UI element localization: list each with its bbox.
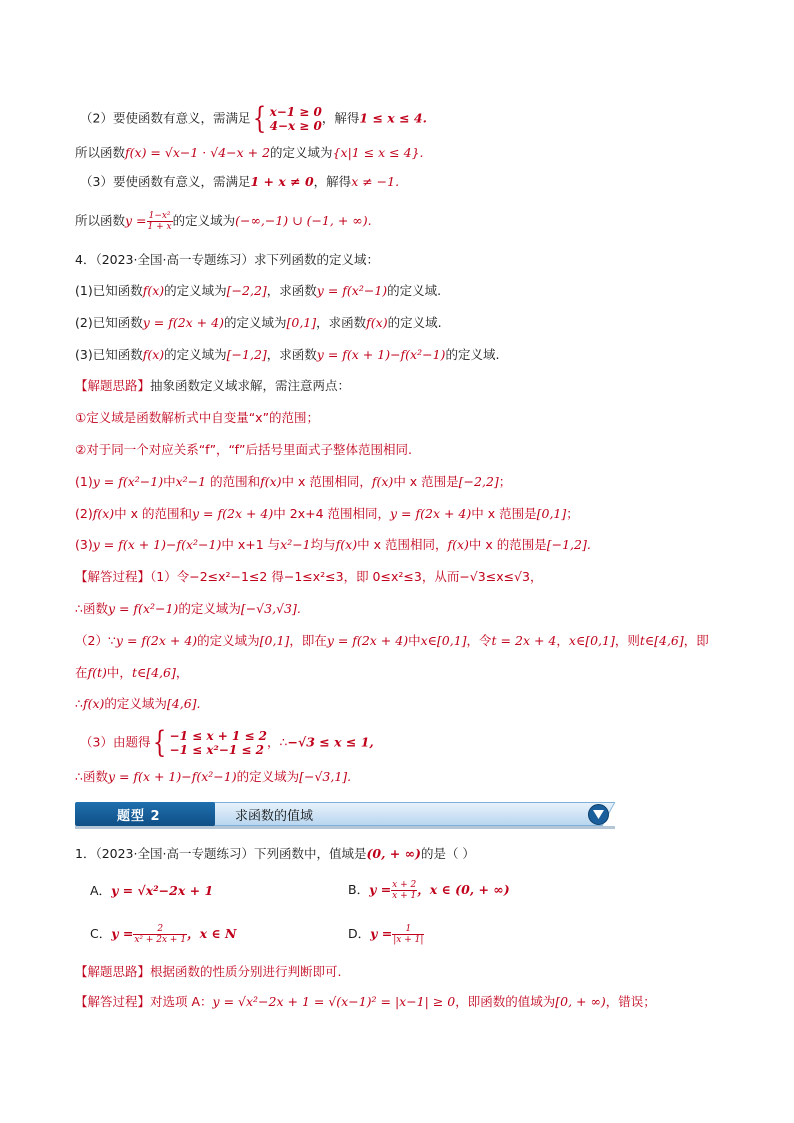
question-4: 4．（2023·全国·高一专题练习）求下列函数的定义域： (75, 252, 379, 267)
fraction: $\frac{x + 2}{x + 1}$ (392, 880, 417, 901)
line-l6: (1)已知函数f(x)的定义域为[−2,2]，求函数y = f(x²−1)的定义域. (75, 283, 442, 298)
hint-point-1: ①定义域是函数解析式中自变量“x”的范围； (75, 410, 320, 425)
question-1: 1．（2023·全国·高一专题练习）下列函数中，值域是(0, + ∞)的是（ ） (75, 846, 475, 861)
line-l20: （3）由题得{ −1 ≤ x + 1 ≤ 2 −1 ≤ x²−1 ≤ 2 ，∴−√3 ≤ x ≤ 1, (80, 725, 374, 760)
line-l14: (3)y = f(x + 1)−f(x²−1)中 x+1 与x²−1均与f(x)中 x 范围相同，f(x)中 x 的范围是[−1,2]. (75, 537, 591, 552)
line-l19: ∴f(x)的定义域为[4,6]. (75, 696, 201, 711)
line-l13: (2)f(x)中 x 的范围和y = f(2x + 4)中 2x+4 范围相同，y = f(2x + 4)中 x 范围是[0,1]； (75, 506, 579, 521)
line-l12: (1)y = f(x²−1)中x²−1 的范围和f(x)中 x 范围相同，f(x)中 x 范围是[−2,2]； (75, 474, 512, 489)
hint-heading: 【解题思路】抽象函数定义域求解，需注意两点： (75, 378, 351, 393)
fraction: $\frac{1}{|x + 1|}$ (393, 924, 424, 945)
fraction: $\frac{\text{1−x²}}{1 + x}$ (147, 211, 172, 232)
line-l4: 所以函数y = $\frac{\text{1−x²}}{1 + x}$ 的定义域为(−∞,−1) ∪ (−1, + ∞). (75, 211, 372, 232)
banner-title: 求函数的值域 (235, 809, 314, 824)
option-d: D．y = $\frac{1}{|x + 1|}$ (348, 924, 424, 945)
line-l8: (3)已知函数f(x)的定义域为[−1,2]，求函数y = f(x + 1)−f(x²−1)的定义域. (75, 347, 500, 362)
hint-point-2: ②对于同一个对应关系“f”，“f”后括号里面式子整体范围相同. (75, 442, 412, 457)
fraction: $\frac{2}{\text{x² + 2x + 1}}$ (134, 924, 187, 945)
line-l7: (2)已知函数y = f(2x + 4)的定义域为[0,1]，求函数f(x)的定义域. (75, 315, 442, 330)
line-l3: （3）要使函数有意义，需满足1 + x ≠ 0，解得x ≠ −1. (80, 174, 400, 189)
section-banner (75, 802, 615, 826)
system-brace: { x−1 ≥ 0 4−x ≥ 0 (253, 101, 322, 136)
line-l18: 在f(t)中，t∈[4,6]， (75, 665, 189, 680)
chevron-down-icon (588, 804, 609, 825)
option-c: C．y = $\frac{2}{\text{x² + 2x + 1}}$ ，x ∈ N (90, 924, 237, 945)
hint-heading-2: 【解题思路】根据函数的性质分别进行判断即可. (75, 964, 342, 979)
option-b: B．y = $\frac{x + 2}{x + 1}$ ，x ∈ (0, + ∞) (348, 880, 510, 901)
solution-heading-2: 【解答过程】对选项 A：y = √x²−2x + 1 = √(x−1)² = |x−1| ≥ 0，即函数的值域为[0, + ∞)，错误； (75, 994, 656, 1009)
system-brace: { −1 ≤ x + 1 ≤ 2 −1 ≤ x²−1 ≤ 2 (153, 725, 268, 760)
banner-label: 题型 2 (117, 809, 161, 824)
line-l17: （2）∵y = f(2x + 4)的定义域为[0,1]，即在y = f(2x + 4)中x∈[0,1]，令t = 2x + 4，x∈[0,1]，则t∈[4,6]，即 (75, 633, 709, 648)
option-a: A．y = √x²−2x + 1 (90, 883, 214, 898)
solution-heading: 【解答过程】（1）令−2≤x²−1≤2 得−1≤x²≤3，即 0≤x²≤3，从而−√3≤x≤√3， (75, 569, 543, 584)
line-l1: （2）要使函数有意义，需满足{ x−1 ≥ 0 4−x ≥ 0 ，解得1 ≤ x ≤ 4. (80, 101, 427, 136)
line-l16: ∴函数y = f(x²−1)的定义域为[−√3,√3]. (75, 601, 301, 616)
line-l21: ∴函数y = f(x + 1)−f(x²−1)的定义域为[−√3,1]. (75, 769, 352, 784)
line-l2: 所以函数f(x) = √x−1 · √4−x + 2的定义域为{x|1 ≤ x ≤ 4}. (75, 145, 424, 160)
banner-label-box (75, 802, 215, 826)
